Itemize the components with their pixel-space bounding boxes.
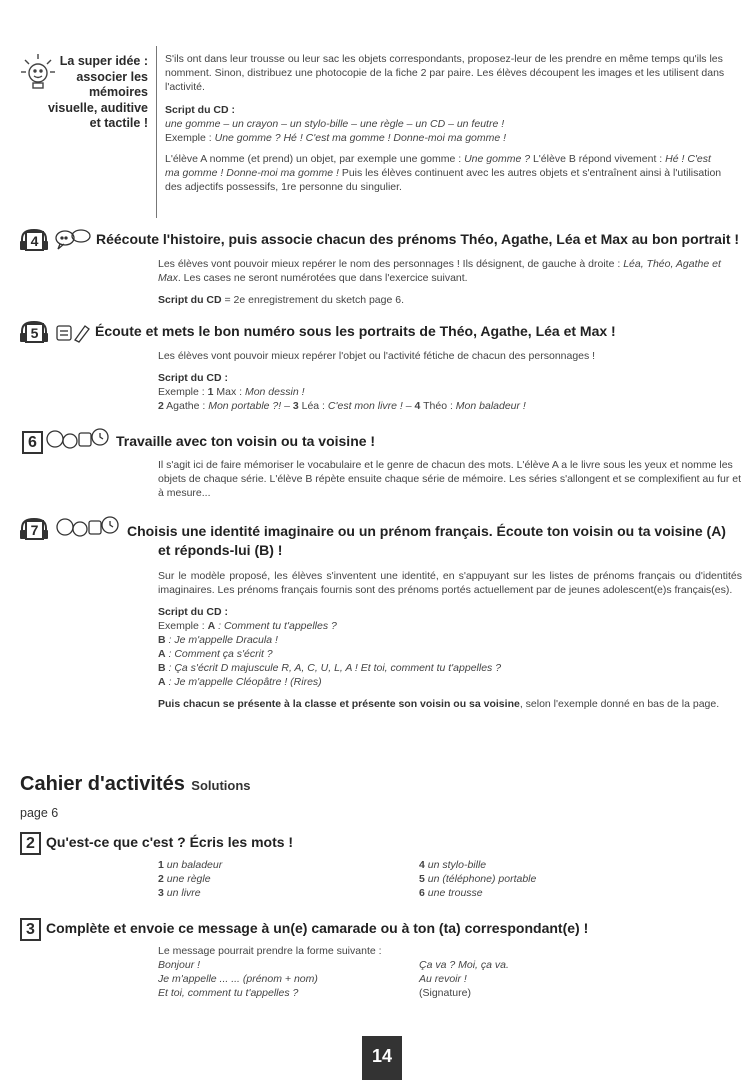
item-word: un (téléphone) portable [427, 873, 537, 885]
exercise-title: et réponds-lui (B) ! [158, 542, 283, 558]
speaker: B [158, 634, 166, 646]
item-number: 2 [158, 873, 164, 885]
message-left [158, 944, 408, 1000]
text: 2 [158, 400, 164, 412]
message-line: Je m'appelle ... ... (prénom + nom) [158, 973, 318, 985]
speaker: A [207, 620, 216, 632]
text: Mon baladeur ! [455, 400, 526, 412]
script-example [165, 131, 726, 145]
text: 4 [414, 400, 421, 412]
explain-text: Une gomme ? [464, 153, 531, 165]
text: 1 [207, 386, 214, 398]
script-line: une gomme – un crayon – un stylo-bille – une règle – un CD – un feutre ! [165, 118, 505, 130]
message-line: (Signature) [419, 987, 471, 999]
example-text: Une gomme ? Hé ! C'est ma gomme ! Donne-moi ma gomme ! [214, 132, 507, 144]
solution-item [158, 872, 398, 886]
dialog-line [158, 619, 742, 633]
solution-item [158, 858, 398, 872]
text: : Comment tu t'appelles ? [215, 620, 337, 632]
ex7-closing [158, 697, 742, 711]
explain-text: L'élève A nomme (et prend) un objet, par exemple une gomme : [165, 153, 465, 165]
ex6-text: Il s'agit ici de faire mémoriser le vocabulaire et le genre de chacun des mots. L'élève A a le livre sous les yeux et nomme les objets de chaque série. L'élève B répète ensuite chaque série de mémoire. Les séries s'allongent et se complexifient au fur et à mesure... [158, 459, 742, 499]
message-line: Au revoir ! [419, 973, 467, 985]
item-word: une règle [166, 873, 211, 885]
message-right [419, 958, 669, 1000]
dialog-line [158, 633, 742, 647]
message-intro: Le message pourrait prendre la forme suivante : [158, 945, 382, 957]
item-word: un baladeur [166, 859, 223, 871]
item-number: 4 [419, 859, 425, 871]
text: Léa : [298, 400, 328, 412]
ex5-text: Les élèves vont pouvoir mieux repérer l'objet ou l'activité fétiche de chacun des personnages ! [158, 350, 596, 362]
speaker: A [158, 676, 166, 688]
text: 3 [292, 400, 299, 412]
explain-text: L'élève B répond vivement : [530, 153, 666, 165]
ex4-script [158, 293, 740, 307]
tip-label [40, 54, 148, 132]
exercise-title: Travaille avec ton voisin ou ta voisine ! [116, 433, 376, 449]
exercise-body [158, 569, 742, 711]
text: Agathe : [163, 400, 209, 412]
text: C'est mon livre ! – [327, 400, 415, 412]
solution-item [419, 872, 719, 886]
exercise-number: 3 [20, 918, 41, 941]
page-number-badge [362, 1036, 402, 1080]
text: Puis chacun se présente à la classe et présente son voisin ou sa voisine [158, 698, 520, 710]
text: Léa, Théo, Agathe et Max [158, 258, 721, 284]
speech-bubbles-icon [54, 228, 92, 250]
tip-line: visuelle, auditive [47, 100, 148, 115]
text: : Je m'appelle Cléopâtre ! (Rires) [165, 676, 322, 688]
text: Théo : [420, 400, 456, 412]
text: . Les cases ne seront numérotées que dans l'exercice suivant. [177, 272, 468, 284]
tip-line: associer les [76, 69, 148, 84]
dialog-line [158, 661, 742, 675]
explain-text: Hé ! C'est ma gomme ! Donne-moi ma gomme ! [165, 153, 711, 179]
example-label: Exemple : [165, 132, 215, 144]
speaker: A [158, 648, 166, 660]
text: Exemple : [158, 386, 208, 398]
text: Exemple : [158, 620, 208, 632]
ex4-text [158, 257, 740, 285]
text: Mon dessin ! [244, 386, 305, 398]
solutions-left [158, 858, 398, 900]
item-number: 1 [158, 859, 164, 871]
speaker: B [158, 662, 166, 674]
exercise-number: 4 [25, 231, 44, 251]
message-line: Ça va ? Moi, ça va. [419, 959, 509, 971]
solution-item [419, 858, 719, 872]
text: Max : [213, 386, 245, 398]
item-word: un stylo-bille [427, 859, 487, 871]
script-label: Script du CD [158, 294, 222, 306]
pair-talk-icon [55, 515, 121, 539]
text: Les élèves vont pouvoir mieux repérer le nom des personnages ! Ils désignent, de gauche à droite : [158, 258, 624, 270]
exercise-title: Choisis une identité imaginaire ou un prénom français. Écoute ton voisin ou ta voisine (A) [127, 523, 726, 539]
item-word: une trousse [427, 887, 483, 899]
exercise-number: 5 [25, 323, 44, 343]
exercise-title: Réécoute l'histoire, puis associe chacun des prénoms Théo, Agathe, Léa et Max au bon portrait ! [96, 231, 740, 247]
exercise-title: Complète et envoie ce message à un(e) camarade ou à ton (ta) correspondant(e) ! [46, 920, 589, 936]
exercise-number: 7 [25, 520, 44, 540]
tip-intro: S'ils ont dans leur trousse ou leur sac les objets correspondants, proposez-leur de les prendre en même temps qu'ils les nomment. Sinon, distribuez une photocopie de la fiche 2 par paire. Les élèves découpent les images et les utilisent dans l'activité. [165, 53, 725, 93]
exercise-number: 6 [22, 431, 43, 454]
item-number: 3 [158, 887, 164, 899]
page-number: 14 [371, 1046, 393, 1066]
solution-item [158, 886, 398, 900]
section-title [20, 773, 251, 796]
script-title: Script du CD : [158, 606, 228, 618]
tip-box [156, 46, 734, 208]
section-subtitle: Solutions [191, 778, 251, 793]
section-title-main: Cahier d'activités [20, 773, 185, 795]
solution-item [419, 886, 719, 900]
script-text: = 2e enregistrement du sketch page 6. [221, 294, 405, 306]
dialog-line [158, 647, 742, 661]
item-number: 5 [419, 873, 425, 885]
script-title: Script du CD : [165, 104, 235, 116]
tip-explain [165, 152, 726, 194]
item-word: un livre [166, 887, 201, 899]
explain-text: Puis les élèves continuent avec les autres objets et s'entraînent ainsi à l'utilisation des adjectifs possessifs, 1re personne du singulier. [165, 167, 722, 193]
dialog-line [158, 675, 742, 689]
text: , selon l'exemple donné en bas de la page. [519, 698, 720, 710]
exercise-body [158, 349, 740, 413]
pair-talk-icon [45, 427, 111, 451]
ex7-text: Sur le modèle proposé, les élèves s'inventent une identité, en s'appuyant sur les listes de prénoms français ou d'identités imaginaires. Les prénoms français fournis sont des prénoms portés actuellement par de jeunes adolescent(e)s français(es). [158, 570, 742, 596]
tip-line: et tactile ! [89, 116, 148, 130]
message-line: Et toi, comment tu t'appelles ? [158, 987, 299, 999]
text: : Ça s'écrit D majuscule R, A, C, U, L, A ! Et toi, comment tu t'appelles ? [165, 662, 502, 674]
text: Mon portable ?! – [208, 400, 293, 412]
message-line: Bonjour ! [158, 959, 201, 971]
text: : Je m'appelle Dracula ! [165, 634, 278, 646]
tip-line: mémoires [88, 85, 148, 99]
tip-box-bottom-rule [156, 208, 157, 218]
exercise-title: Qu'est-ce que c'est ? Écris les mots ! [46, 834, 294, 850]
exercise-number: 2 [20, 832, 41, 855]
text: : Comment ça s'écrit ? [165, 648, 273, 660]
ex5-line2 [158, 399, 740, 413]
item-number: 6 [419, 887, 425, 899]
script-title: Script du CD : [158, 372, 228, 384]
exercise-title: Écoute et mets le bon numéro sous les portraits de Théo, Agathe, Léa et Max ! [95, 323, 616, 339]
page-ref: page 6 [20, 806, 59, 820]
solutions-right [419, 858, 719, 900]
tip-line: La super idée : [59, 54, 148, 68]
writing-hand-icon [55, 322, 91, 344]
ex5-line1 [158, 385, 740, 399]
exercise-body [158, 458, 742, 500]
exercise-body [158, 257, 740, 307]
